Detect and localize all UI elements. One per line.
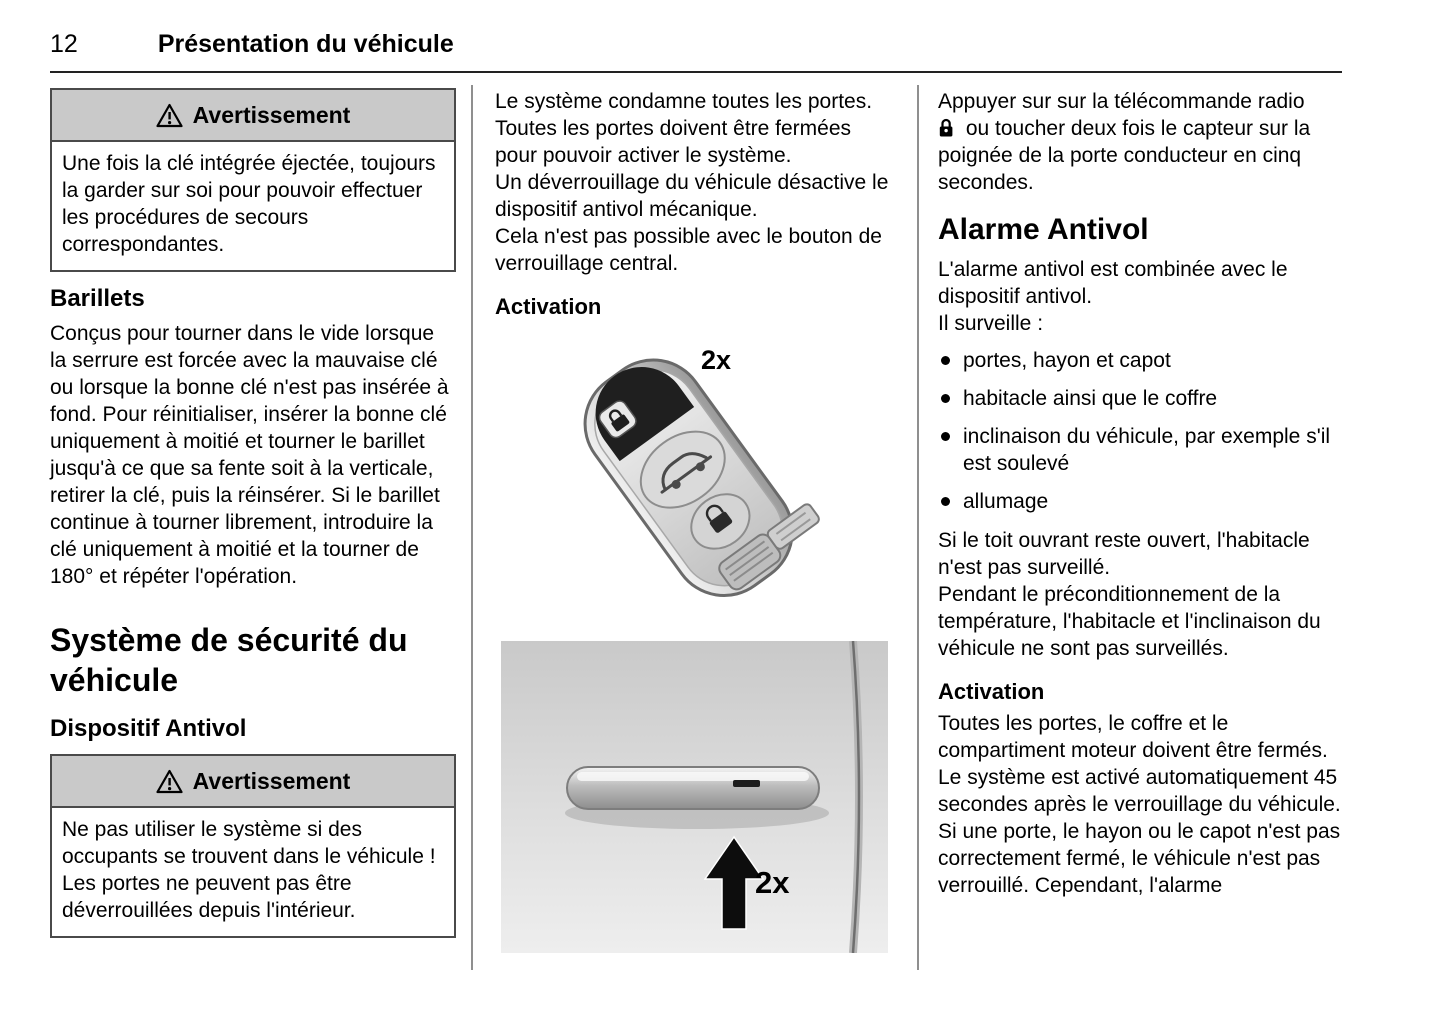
heading-dispositif-antivol: Dispositif Antivol [50, 715, 247, 742]
warning-box-1-body: Une fois la clé intégrée éjectée, toujours la garder sur soi pour pouvoir effectuer les procédures de secours correspondantes. [62, 152, 436, 256]
alarm-monitored-list [938, 347, 1342, 515]
alarm-paragraph-2: Il surveille : [938, 312, 1044, 335]
column-middle [495, 88, 895, 953]
warning-box-2-title: Avertissement [192, 767, 351, 794]
alarm-paragraph-1: L'alarme antivol est combinée avec le dispositif antivol. [938, 258, 1288, 308]
warning-box-1-title: Avertissement [192, 101, 351, 128]
page-title: Présentation du véhicule [157, 30, 454, 58]
heading-alarme-antivol: Alarme Antivol [938, 213, 1149, 246]
door-handle-illustration [501, 641, 888, 953]
heading-activation-right: Activation [938, 679, 1045, 704]
locking-paragraph-2: Un déverrouillage du véhicule désactive le dispositif antivol mécanique. [495, 171, 889, 221]
locking-paragraph-1: Le système condamne toutes les portes. Toutes les portes doivent être fermées pour pouvoir activer le système. [495, 90, 873, 167]
locking-paragraph-3: Cela n'est pas possible avec le bouton de verrouillage central. [495, 225, 882, 275]
list-item: allumage [938, 488, 1342, 515]
list-item: habitacle ainsi que le coffre [938, 385, 1342, 412]
warning-box-2 [50, 754, 456, 938]
key-press-count-label: 2x [701, 345, 732, 375]
column-right [938, 88, 1342, 899]
handle-touch-count-label: 2x [755, 865, 790, 900]
warning-box-2-body: Ne pas utiliser le système si des occupants se trouvent dans le véhicule ! Les portes ne peuvent pas être déverrouillées depuis l'intérieur. [62, 818, 436, 922]
activation-paragraph-1: Toutes les portes, le coffre et le compartiment moteur doivent être fermés. [938, 712, 1328, 762]
activation-paragraph-3: Si une porte, le hayon ou le capot n'est pas correctement fermé, le véhicule n'est pas verrouillé. Cependant, l'alarme [938, 820, 1341, 897]
activation-paragraph-2: Le système est activé automatiquement 45 secondes après le verrouillage du véhicule. [938, 766, 1341, 816]
key-fob-figure [495, 329, 893, 629]
alarm-paragraph-3: Si le toit ouvrant reste ouvert, l'habitacle n'est pas surveillé. [938, 529, 1310, 579]
padlock-closed-icon [938, 115, 954, 142]
key-fob-illustration [495, 329, 893, 629]
page-number: 12 [50, 30, 78, 58]
heading-systeme-securite: Système de sécurité du véhicule [50, 622, 408, 698]
list-item: portes, hayon et capot [938, 347, 1342, 374]
remote-instruction-part2: ou toucher deux fois le capteur sur la poignée de la porte conducteur en cinq secondes. [938, 117, 1311, 194]
remote-instruction-part1: Appuyer sur sur la télécommande radio [938, 90, 1305, 113]
column-divider-1 [471, 85, 473, 970]
heading-barillets: Barillets [50, 285, 145, 312]
alarm-paragraph-4: Pendant le préconditionnement de la température, l'habitacle et l'inclinaison du véhicule ne sont pas surveillés. [938, 583, 1321, 660]
warning-box-2-header [52, 756, 454, 808]
warning-triangle-icon [156, 103, 183, 128]
remote-instruction-paragraph [938, 88, 1342, 196]
column-left [50, 88, 456, 938]
page-header [50, 30, 1342, 73]
warning-box-1-header [52, 90, 454, 142]
list-item: inclinaison du véhicule, par exemple s'il est soulevé [938, 423, 1342, 477]
warning-triangle-icon [156, 769, 183, 794]
door-handle-figure [501, 641, 888, 953]
heading-activation-middle: Activation [495, 294, 602, 319]
column-divider-2 [917, 85, 919, 970]
handle-sensor-mark [733, 780, 760, 787]
barillets-paragraph: Conçus pour tourner dans le vide lorsque la serrure est forcée avec la mauvaise clé ou lorsque la bonne clé n'est pas insérée à fond. Pour réinitialiser, insérer la bonne clé uniquement à moitié et tourner le barillet jusqu'à ce que sa fente soit à la verticale, retirer la clé, puis la réinsérer. Si le barillet continue à tourner librement, introduire la clé uniquement à moitié et la tourner de 180° et répéter l'opération. [50, 322, 449, 588]
warning-box-1 [50, 88, 456, 272]
